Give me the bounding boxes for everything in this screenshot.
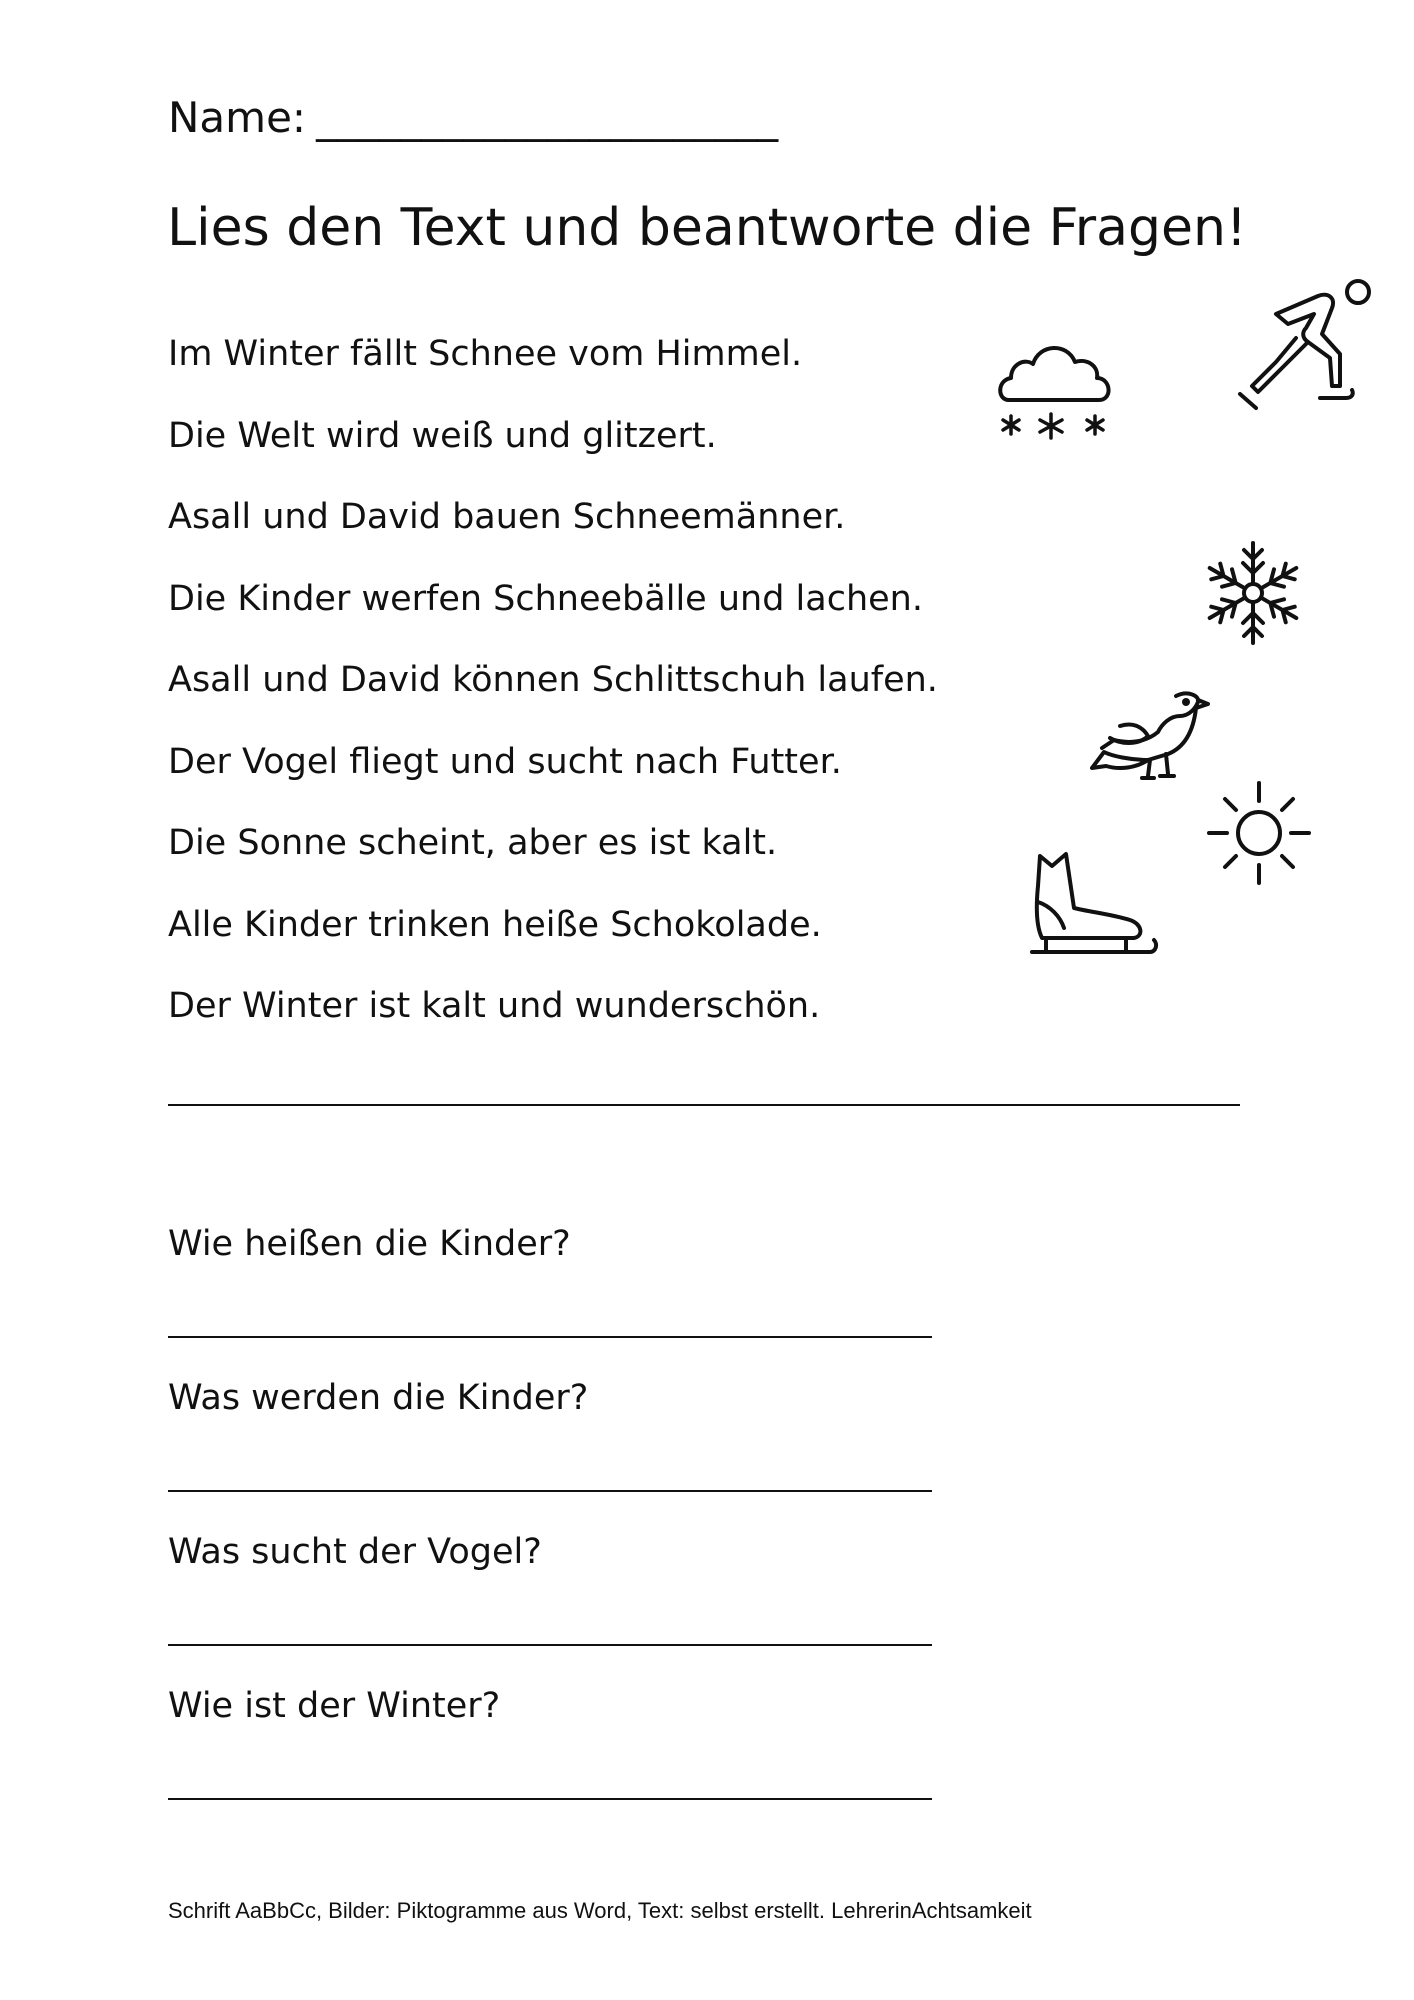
credits-footer: Schrift AaBbCc, Bilder: Piktogramme aus Word, Text: selbst erstellt. LehrerinAchtsamkeit	[168, 1898, 1032, 1923]
story-line: Der Winter ist kalt und wunderschön.	[168, 986, 821, 1026]
name-blank: ______________________	[316, 93, 779, 142]
story-line: Asall und David können Schlittschuh laufen.	[168, 660, 938, 700]
name-label: Name:	[168, 93, 307, 142]
question-item	[168, 1682, 588, 1836]
story-line: Im Winter fällt Schnee vom Himmel.	[168, 334, 803, 374]
sun-icon	[1206, 780, 1312, 886]
snow-cloud-icon	[995, 334, 1119, 446]
question-item	[168, 1374, 588, 1528]
question-text: Wie heißen die Kinder?	[168, 1224, 571, 1264]
story-line: Die Sonne scheint, aber es ist kalt.	[168, 823, 778, 863]
story-line: Die Welt wird weiß und glitzert.	[168, 415, 717, 456]
bird-icon	[1090, 686, 1210, 786]
story-line: Asall und David bauen Schneemänner.	[168, 497, 846, 537]
story-line: Alle Kinder trinken heiße Schokolade.	[168, 904, 822, 945]
question-list	[168, 1220, 588, 1836]
answer-line[interactable]	[168, 1336, 932, 1338]
ice-skater-icon	[1236, 276, 1376, 416]
story-text	[168, 330, 938, 1064]
question-item	[168, 1528, 588, 1682]
section-divider	[168, 1104, 1240, 1106]
story-line: Die Kinder werfen Schneebälle und lachen.	[168, 578, 923, 619]
answer-line[interactable]	[168, 1644, 932, 1646]
question-text: Wie ist der Winter?	[168, 1686, 501, 1726]
answer-line[interactable]	[168, 1490, 932, 1492]
question-text: Was sucht der Vogel?	[168, 1532, 542, 1572]
answer-line[interactable]	[168, 1798, 932, 1800]
snowflake-icon	[1198, 538, 1308, 648]
name-row	[168, 92, 778, 144]
ice-skate-icon	[1030, 846, 1160, 962]
question-text: Was werden die Kinder?	[168, 1378, 589, 1418]
question-item	[168, 1220, 588, 1374]
worksheet-title: Lies den Text und beantworte die Fragen!	[167, 198, 1247, 258]
story-line: Der Vogel fliegt und sucht nach Futter.	[168, 741, 842, 782]
